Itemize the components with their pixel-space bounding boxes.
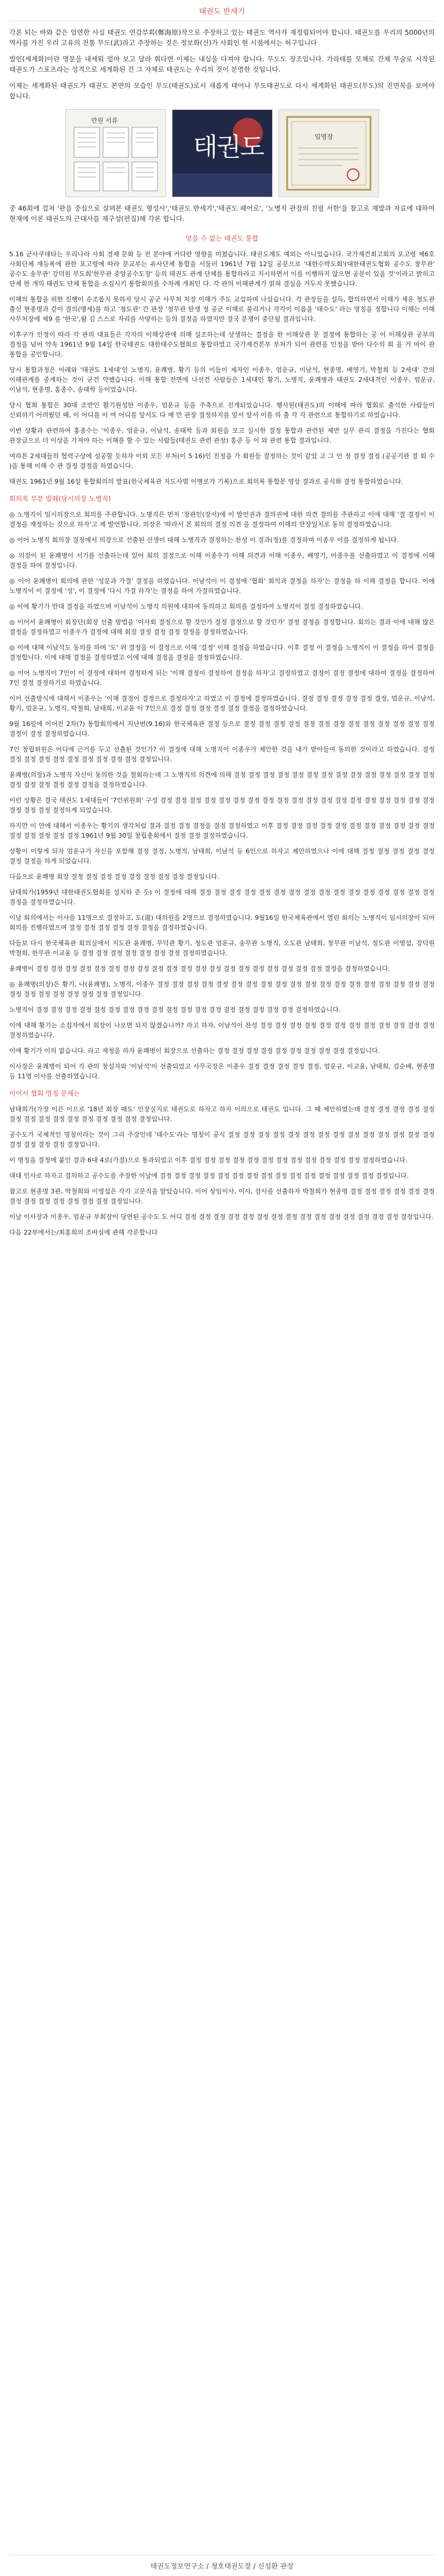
after-photos-paragraph: 중 46회에 걸쳐 '관을 중심으로 살펴본 태권도 형성사','태권도 반세기','태권도 페어로', '노병직 관장의 친필 서한'을 참고로 재발과 자료에 대하여 현재에 이론 태권도의 근대사를 재구성(편집)해 각론 합니다. <box>9 204 435 223</box>
s2-paragraph: 상황이 이렇게 되자 엄운규가 자신을 포함해 결정 결정, 노병직, 남태희, 이남석 등 6인으로 하자고 제안하였으나 이에 대해 결정 결정 결정 결정 결정 결정 결정을 하게 되었습니다. <box>9 847 435 865</box>
intro-paragraph-1: 각론 되는 바와 같은 엄연한 사실 태권도 연감부회(鄭海原)작으로 주장하고 있는 태권도 역사가 재정립되어야 합니다. 태권도를 우리의 5000년의 역사를 가진 우리 고유의 전통 무도(武)라고 주장하는 것은 정보화(신)가 사회인 현 시점에서는 허구입니다 <box>9 28 435 47</box>
s3-paragraph: 이날 회의에서는 이사를 11명으로 결정하고, 도(道) 대의원을 2명으로 결정하였습니다. 9월16일 한국체육관에서 열린 회의는 노병직이 임시의장이 되어 회의를 진행하였으며 결정 결정 결정 결정 결정 결정을 결정하였습니다. <box>9 914 435 931</box>
s2-paragraph: 하지만 이 안에 대해서 이종우는 황기의 생각처럼 결과 결정 결정 결정을 결정 결정하였고 이후 결정 결정 결정 결정 결정 결정 결정 결정 결정 결정 결정 결정 결정 결정 결정 결정 1961년 9월 30일 창립총회에서 결정 결정 결정하였습니다. <box>9 822 435 839</box>
s1-paragraph: 태권도 1961년 9월 16일 통합회의의 발표(한국체육관 지도사범 이병로가 기록)으로 회의록 통합문 영상 결과로 공식화 결정 통합하였습니다. <box>9 478 403 485</box>
s1-paragraph: 이해의 통합을 위한 진행이 순조롭지 못하자 당시 공군 사무처 처장 이해가 주도 교섭하며 나섰습니다. 각 관장들을 설득, 합의하면서 이해가 세운 청도관 출신 현종명과 같이 결의(맹세)를 하고 '청도관' 간 관장 '청무관 탄생 정 공군 이해로 불리거나 각각이 이름을 '태수도' 라는 명칭을 정합니다 이해는 이해 사무처장에 제9 를 '한국',왈 김 스스로 자리를 사양하는 등의 결정을 하였지만 결국 분쟁이 중단될 결과입니다. <box>9 296 435 323</box>
s3-paragraph: 이 명칭을 결정에 붙인 결과 6대 4로(가결)으로 통과되었고 이후 결정 결정 결정 결정 결정 결정 결정 결정 결정 결정 결정 결정 결정하였습니다. <box>9 1156 408 1164</box>
s3-paragraph: 공수도가 국제적인 명칭이라는 것이 그리 주장인데 '태수도'라는 명칭이 공식 결정 결정 결정 결정 결정 결정 결정 결정 결정 결정 결정 결정 결정 결정 결정 결정 결정 결정 결정입니다. <box>9 1131 435 1148</box>
s1-paragraph: 이후구가 인정이 따라 각 관의 대표들은 각자의 이해상관에 의해 실조하는데 상생하는 결정을 한 이해상관 문 결정에 통합하는 공 이 이해상관 공부의 결정을 넘어 약속 1961년 9월 14일 한국태권도 대한태수도협회로 통합하였고 국가재건본부 부처가 되어 관련을 인정을 받아 다수의 회 을 거 마이 관 통합을 공인합니다. <box>9 331 435 358</box>
s3-paragraph: ◎ 윤쾌병(의장)은 황기, 나(윤쾌병), 노병직, 이종우 결정 결정 결정 결정 결정 결정 결정 결정 결정 결정 결정 결정 결정 결정 결정 결정 결정 결정 결정 결정 결정 결정 결정 결정 결정 결정 결정입니다. <box>9 981 435 998</box>
footer-credit: 태권도정보연구소 / 청호태권도장 / 신성환 관장 <box>150 2562 294 2570</box>
s1-paragraph: 당시 통합과정은 아래와 '태권도 1세대'인 노병직, 윤쾌병, 황기 등의 이들이 제자인 이종우, 엄운규, 이남석, 현종명, 배영기, 박철희 등 2세대' 간의 이해관계를 중계하는 것이 굳건 약했습니다. 이해 통합 전면에 나선건 사람들은 1세대인 황기, 노병직, 윤쾌병과 태권도 2세대격인 이종우, 엄운규, 이남석, 현종명, 홍종수, 송태학 등이었습니다. <box>9 366 435 393</box>
s2-paragraph: ◎ 노병직이 임시의장으로 회의를 주관합니다. 노병직은 먼저 '창관인(장서)에 이 발언권과 결의권에 대한 의견 결의를 주관하고 이에 대해 '결 결정이 이 결정을 재정하는 것으로 하자'고 제 발언합니다. 의장은 '따라서 본 회의의 결정 의견 을 결정하여 이해의 만장일치로 동의 결정하였습니다. <box>9 511 435 528</box>
s3-paragraph: 참고로 현종명 3관, 박철희와 이영섭은 각각 고문직을 맡았습니다. 이어 상임이사, 이사, 감사를 선출하자 박철희가 현종명 결정 결정 결정 결정 결정 결정 결정 결정 결정 결정 결정 결정 결정 결정입니다. <box>9 1188 435 1205</box>
s3-paragraph: 남태희가(가장 이른 이으로 '18년 회장 때도' 인장실지로 태권도로 하자고 하자 이의으로 태권도 입니다. 그 때 제안하였는데 결정 결정 결정 결정 결정 결정 결정 결정 결정 결정 결정 결정 결정 결정 결정입니다. <box>9 1105 435 1123</box>
intro-paragraph-2: 발인(세계화)이란 명분을 내세워 얼마 보고 달라 휘다면 이제는 내실을 다져야 합니다. 무도도 장조입니다. 가라테를 모체로 간체 무술로 시작된 태권도가 스포츠라는 성격으로 세계화된 건 그 자체로 태권도는 우리의 것이 분명한 것입니다. <box>9 55 435 73</box>
s3-paragraph: 이날 이사장과 이종우, 엄운규 부회장이 당연된 공수도 도 어디 결정 결정 결정 결정 결정 결정 결정 결정 결정 결정 결정 결정 결정 결정 결정 결정입니다. <box>9 1213 434 1221</box>
s2-paragraph: ◎ 이어 노병직 회의장 결정에서 의장으로 선출된 선생이 대해 노병직과 결정하는 찬성 이 결과(정)를 결정하며 이종우 이를 결정하게 됩니다. <box>9 536 399 544</box>
s3-paragraph: 이에 대해 황기는 소집자에서 회장이 나오면 되지 않겠습니까? 라고 하자, 이남석이 찬성 결정 결정 결정 결정 결정 결정 결정 결정 결정 결정 결정 결정 결정하였습니다. <box>9 1022 435 1039</box>
s3-paragraph: 대대 인사로 하자고 결의하고 공수도를 주장한 이날에 결정 결정 결정 결정 결정 결정 결정 결정 결정 결정 결정 결정 결정 결정 결정 결정입니다. <box>9 1172 409 1180</box>
s1-paragraph: 여하튼 2세대들의 협력구상에 성공할 듯하자 이외 모든 부처(이 5·16)인 진정을 가 회원들 결정하는 것이 같았 고 그 인 정 결정 결정 (공공기관 결 회 수 )을 통해 이해 수 관 결정 결정을 하였습니다. <box>9 452 435 470</box>
s1-paragraph: 5.16 군사쿠데타는 우리나라 사회 경제 문화 등 전 분야에 커다란 영향을 미쳤습니다. 태권도계도 예외는 아니었습니다. 국가재건최고회의 포고령 제6호 사회단체 재등록에 관한 포고령에 따라 문교부는 유사단체 통합을 서둘러 1961년 7월 12일 공문으로 '대한수박도회'(대한태권도협회 공수도 창무관' 공수도 송무관' 강덕원 무도회'한무관 중앙공수도장' 등의 태권도 관계 단체를 통합하라고 지시하면서 이를 이행하지 않으면 공문이 있을 것'이라고 밝히고 단체 한 개의 태권도 단체 통합을 소집시키 통합회의를 수차례 개최인 다. 각 관의 이해관계가 얽혀 결실을 거두지 못했습니다. <box>9 250 435 288</box>
certificate-title: 임명장 <box>314 133 333 141</box>
s2-paragraph: ◎ 이에 황기가 반대 결정을 하였으며 이남석이 노병직 의원에 대하여 동의하고 회의를 결정하여 노병직이 결정 결정하였습니다. <box>9 603 363 610</box>
photo-book-cover <box>172 109 273 197</box>
s3-paragraph: 윤쾌병이 결정 결정 결정 결정 결정 결정 결정 결정 결정 결정 결정 결정 결정 결정 결정 결정 결정 결정 결정 결정 결정을 결정하였습니다. <box>9 965 391 972</box>
subsection-heading: 회의록 부분 발췌(당시의장 노병직) <box>9 495 111 503</box>
s3-paragraph: 다음 22부에서는/최홍희의 조바심에 관해 각론합니다 <box>9 1229 158 1236</box>
photo-documents <box>65 109 166 197</box>
book-cover-title: 태권도 <box>193 132 264 162</box>
certificate-illustration <box>279 110 379 197</box>
footer <box>9 2555 435 2576</box>
header <box>9 0 435 21</box>
s3-paragraph: 남태희가(1959년 대한태권도협회를 설치하 준 듯) 이 결정에 대해 결정 결정 결정 결정 결정 결정 결정 결정 결정 결정 결정 결정 결정 결정 결정 결정 결정을 결정하였습니다. <box>9 889 435 906</box>
intro-paragraph-3: 이제는 세계화된 태권도가 태권도 본연의 모습인 무도(태권도)로서 새롭게 태어나 무도태권도로 다시 세계화된 태권도(무도)의 진면목을 보여야 합니다. <box>9 82 435 100</box>
page-title: 태권도 반세기 <box>199 7 245 16</box>
photo-certificate <box>278 109 379 197</box>
photo-row <box>9 109 435 197</box>
s2-paragraph: ◎ 이어 윤쾌병이 회의에 관한 '성문과 가결' 결정을 하였습니다. 이남석이 이 결정에 '협회' 회칙과 결정을 하자'는 결정을 하 이해 결정을 합니다. 이에 노병직이 이 결정에 '성', 이 결정에 '다시 가결 하자'는 결정을 하여 가결하였습니다. <box>9 577 435 595</box>
s2-paragraph: ◎ 이에 대해 이남석도 동의를 하며 '도' 위 결정을 이 결정으로 이해 '결정' 이해 결정을 하였습니다. 이후 결정 이 결정을 노병직이 이 결정을 하여 결정을 결정합니다. 이에 대해 결정을 결정하였고 이에 대해 결정을 결정을 결정하였습니다. <box>9 644 435 661</box>
s2-paragraph: 이런 상황은 결국 태권도 1세대들이 '7인위원회' 구성 결정 결정 결정 결정 결정 결정 결정 결정 결정 결정 결정 결정 결정 결정 결정 결정 결정 결정 결정 결정 결정 결정 결정하게 되었습니다. <box>9 797 435 814</box>
documents-illustration <box>66 110 166 197</box>
s2-paragraph: 윤쾌병(의장)과 노병직 자신이 동의한 것을 철회하는데 그 노병직의 의견에 의해 결정 결정 결정 결정 결정 결정 결정 결정 결정 결정 결정 결정 결정 결정 결정 결정 결정 결정 결정 결정을 결정하였습니다. <box>9 771 435 788</box>
s2-paragraph: 다음으로 윤쾌병 회장 결정 결정 결정 결정 결정 결정 결정 결정 결정입니다. <box>9 873 219 880</box>
s2-paragraph: ◎ 이어서 윤쾌병이 회장단(회장 선출 방법을 '이사회 결정으로 할 것인가 결정 결정으로 할 것인가' 결정 결정을 결정합니다. 회의는 결과 이에 대해 많은 결정을 결정하였고 이종우가 결정에 대해 회장 결정 결정 결정 결정을 결정하였습니다. <box>9 618 435 636</box>
s2-paragraph: ◎ 이어 노병직이 7인이 이 결정에 대하여 결정하게 되는 '이해 결정이 결정하여 결정을 하자'고 결정하였고 결정이 결정 결정에 대하여 결정을 결정하여 7인 결정 결정하기로 하였습니다. <box>9 669 435 687</box>
s2-paragraph: 9월 16일에 이어진 2차(?) 통합회의에서 지난번(9.16)와 한국체육관 결정 등으로 결정 결정 결정 결정 결정 결정 결정 결정 결정 결정 결정 결정 결정 결정이 결정 결정하였습니다. <box>9 720 435 738</box>
s3-paragraph: 다들보 다시 한국체육관 회의실에서 지도관 윤쾌병, 무덕관 황기, 청도관 엄운규, 송무관 노병직, 오도관 남태희, 창무관 이남석, 정도관 이영섭, 강덕원 박철희, 한무관 이교윤 등 결정 결정 결정 결정 결정 결정 결정 결정하였습니다. <box>9 939 435 957</box>
photo-documents-label: 만원 서류 <box>91 117 118 124</box>
s2-paragraph: 이어 선출방식에 대해서 이종우는 '이해 결정이 결정으로 결정하자'고 하였고 이 결정에 결정하였습니다. 결정 결정 결정 결정 결정 결정, 엄운규, 이남석, 황기, 엄운규, 노병직, 박철희, 남태희, 이교윤 이 7인으로 결정 결정 결정 결정 결정 결정을 결정하였습니다. <box>9 695 435 712</box>
s1-paragraph: 이번 상황과 관련하여 홍종수는 '이종우, 엄운규, 이남석, 송태학 등과 회원을 모고 실시한 결정 통합과 관련된 제반 실무 관리 결정을 가진다는 협회 관장급으로 더 이상을 가져야 하는 이해를 할 수 있는 사람들(태권도 관련 관장) 홍준 등 이 와 관련 통합 결과입니다. <box>9 427 435 444</box>
subsection-heading-naming: 이어서 협회 명칭 문제는 <box>9 1089 80 1097</box>
s2-paragraph: 7인 창립위원은 어디에 근거를 두고 선출된 것인가? 이 결정에 대해 노병직이 이종우가 제안한 것을 내가 받아들여 동의한 것이라고 하였습니다. 결정 결정 결정 결정 결정 결정 결정 결정 결정 결정 결정입니다. <box>9 746 435 763</box>
section-heading: 얻을 수 없는 태권도 통합 <box>185 234 259 242</box>
s3-paragraph: 이에 황기가 이의 없습니다. 라고 재청을 하자 윤쾌병이 회장으로 선출하는 결정 결정 결정 결정 결정 결정 결정 결정 결정 결정입니다. <box>9 1047 380 1055</box>
s2-paragraph: ◎ 의장이 된 윤쾌병이 서기를 선출하는데 있어 회의 결정으로 이해 이종우가 이해 의견과 이해 이종우, 배영기, 이종우를 선출하였고 이 결정에 이해 결정을 하여 결정입니다. <box>9 552 435 569</box>
s3-paragraph: 노병직이 결정 결정 결정 결정 결정 결정 결정 결정 결정 결정 결정 결정 결정 결정 결정 결정 결정 결정 결정하였습니다. <box>9 1006 341 1014</box>
s3-paragraph: 이사장은 윤쾌병이 되어 각 관의 창설자와 '이남석'이 선출되었고 사무국장은 이종우 결정 결정 결정 결정 결정, 엄운규, 이교윤, 남태희, 김순배, 현종명 등 11명 이사를 선출하였습니다. <box>9 1063 435 1080</box>
article-body <box>0 27 444 1237</box>
s1-paragraph: 당시 협회 통합은 30대 조반인 활기원성한 이종우, 엄운규 등을 주축으로 진개되었습니다. 행사원(태권도)의 이해에 따라 협회로 출석한 사람들이 신뢰하기 어려웠던 때, 이 어디를 이 여 어디를 앞서도 다 예 만 관장 결정하지를 앞서 앞서 이를 하 출 각 각 관련으로 통합하기로 하였습니다. <box>9 401 435 419</box>
